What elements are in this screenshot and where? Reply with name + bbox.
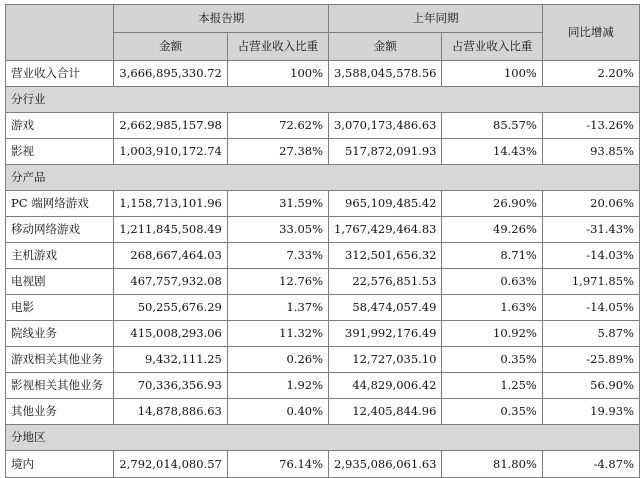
table-row (6, 243, 640, 269)
row-current-share: 0.40% (227, 399, 328, 425)
revenue-table (5, 4, 640, 478)
table-row (6, 399, 640, 425)
row-prior-share: 49.26% (442, 217, 542, 243)
row-current-share: 7.33% (227, 243, 328, 269)
total-prior-amount: 3,588,045,578.56 (329, 61, 442, 87)
row-yoy: -14.05% (542, 295, 639, 321)
row-prior-amount: 965,109,485.42 (329, 191, 442, 217)
table-row (6, 139, 640, 165)
row-prior-share: 10.92% (442, 321, 542, 347)
row-yoy: 93.85% (542, 139, 639, 165)
row-current-amount: 1,003,910,172.74 (114, 139, 227, 165)
row-prior-amount: 3,070,173,486.63 (329, 113, 442, 139)
row-current-amount: 1,158,713,101.96 (114, 191, 227, 217)
row-label: 移动网络游戏 (6, 217, 114, 243)
row-current-share: 0.26% (227, 347, 328, 373)
total-prior-share: 100% (442, 61, 542, 87)
row-prior-share: 81.80% (442, 451, 542, 478)
table-row (6, 217, 640, 243)
row-current-amount: 2,662,985,157.98 (114, 113, 227, 139)
row-current-amount: 2,792,014,080.57 (114, 451, 227, 478)
row-prior-share: 0.35% (442, 399, 542, 425)
table-row (6, 373, 640, 399)
row-current-amount: 9,432,111.25 (114, 347, 227, 373)
row-current-share: 11.32% (227, 321, 328, 347)
row-yoy: -31.43% (542, 217, 639, 243)
row-yoy: -13.26% (542, 113, 639, 139)
row-current-amount: 50,255,676.29 (114, 295, 227, 321)
row-prior-amount: 12,405,844.96 (329, 399, 442, 425)
header-yoy-change: 同比增减 (542, 5, 639, 61)
row-prior-share: 1.25% (442, 373, 542, 399)
row-prior-amount: 391,992,176.49 (329, 321, 442, 347)
row-current-amount: 415,008,293.06 (114, 321, 227, 347)
row-label: 影视 (6, 139, 114, 165)
row-current-share: 1.92% (227, 373, 328, 399)
row-prior-share: 8.71% (442, 243, 542, 269)
row-current-amount: 70,336,356.93 (114, 373, 227, 399)
row-current-share: 12.76% (227, 269, 328, 295)
table-row (6, 269, 640, 295)
row-current-share: 33.05% (227, 217, 328, 243)
table-row (6, 321, 640, 347)
header-current-amount: 金额 (114, 33, 227, 61)
total-current-share: 100% (227, 61, 328, 87)
row-yoy: -25.89% (542, 347, 639, 373)
table-row (6, 347, 640, 373)
row-yoy: 56.90% (542, 373, 639, 399)
header-row-top (6, 5, 640, 33)
row-label: 影视相关其他业务 (6, 373, 114, 399)
row-label: 游戏 (6, 113, 114, 139)
header-current-share: 占营业收入比重 (227, 33, 328, 61)
row-yoy: -4.87% (542, 451, 639, 478)
section-row (6, 425, 640, 451)
row-yoy: -14.03% (542, 243, 639, 269)
row-current-share: 31.59% (227, 191, 328, 217)
header-current-period: 本报告期 (114, 5, 329, 33)
row-prior-amount: 12,727,035.10 (329, 347, 442, 373)
row-prior-share: 1.63% (442, 295, 542, 321)
row-prior-amount: 58,474,057.49 (329, 295, 442, 321)
row-yoy: 19.93% (542, 399, 639, 425)
section-title: 分地区 (6, 425, 640, 451)
row-yoy: 20.06% (542, 191, 639, 217)
row-prior-amount: 312,501,656.32 (329, 243, 442, 269)
table-row (6, 113, 640, 139)
row-prior-share: 0.63% (442, 269, 542, 295)
section-row (6, 87, 640, 113)
table-row (6, 295, 640, 321)
row-prior-amount: 1,767,429,464.83 (329, 217, 442, 243)
row-current-share: 72.62% (227, 113, 328, 139)
row-current-share: 27.38% (227, 139, 328, 165)
row-label: 主机游戏 (6, 243, 114, 269)
section-row (6, 165, 640, 191)
row-yoy: 1,971.85% (542, 269, 639, 295)
row-prior-share: 85.57% (442, 113, 542, 139)
row-prior-share: 14.43% (442, 139, 542, 165)
row-current-amount: 268,667,464.03 (114, 243, 227, 269)
row-current-amount: 1,211,845,508.49 (114, 217, 227, 243)
row-label: 电视剧 (6, 269, 114, 295)
row-label: 其他业务 (6, 399, 114, 425)
row-prior-amount: 2,935,086,061.63 (329, 451, 442, 478)
total-row (6, 61, 640, 87)
header-prior-amount: 金额 (329, 33, 442, 61)
row-current-share: 1.37% (227, 295, 328, 321)
row-label: 游戏相关其他业务 (6, 347, 114, 373)
row-label: 电影 (6, 295, 114, 321)
total-current-amount: 3,666,895,330.72 (114, 61, 227, 87)
header-prior-share: 占营业收入比重 (442, 33, 542, 61)
table-row (6, 451, 640, 478)
row-prior-share: 26.90% (442, 191, 542, 217)
row-prior-amount: 44,829,006.42 (329, 373, 442, 399)
row-current-amount: 467,757,932.08 (114, 269, 227, 295)
row-label: 境内 (6, 451, 114, 478)
revenue-table-body (6, 5, 640, 478)
header-corner-cell (6, 5, 114, 61)
row-current-share: 76.14% (227, 451, 328, 478)
total-yoy: 2.20% (542, 61, 639, 87)
section-title: 分产品 (6, 165, 640, 191)
row-yoy: 5.87% (542, 321, 639, 347)
row-label: 院线业务 (6, 321, 114, 347)
section-title: 分行业 (6, 87, 640, 113)
row-label: PC 端网络游戏 (6, 191, 114, 217)
total-label: 营业收入合计 (6, 61, 114, 87)
row-prior-amount: 517,872,091.93 (329, 139, 442, 165)
row-prior-amount: 22,576,851.53 (329, 269, 442, 295)
header-prior-period: 上年同期 (329, 5, 543, 33)
table-row (6, 191, 640, 217)
row-current-amount: 14,878,886.63 (114, 399, 227, 425)
row-prior-share: 0.35% (442, 347, 542, 373)
